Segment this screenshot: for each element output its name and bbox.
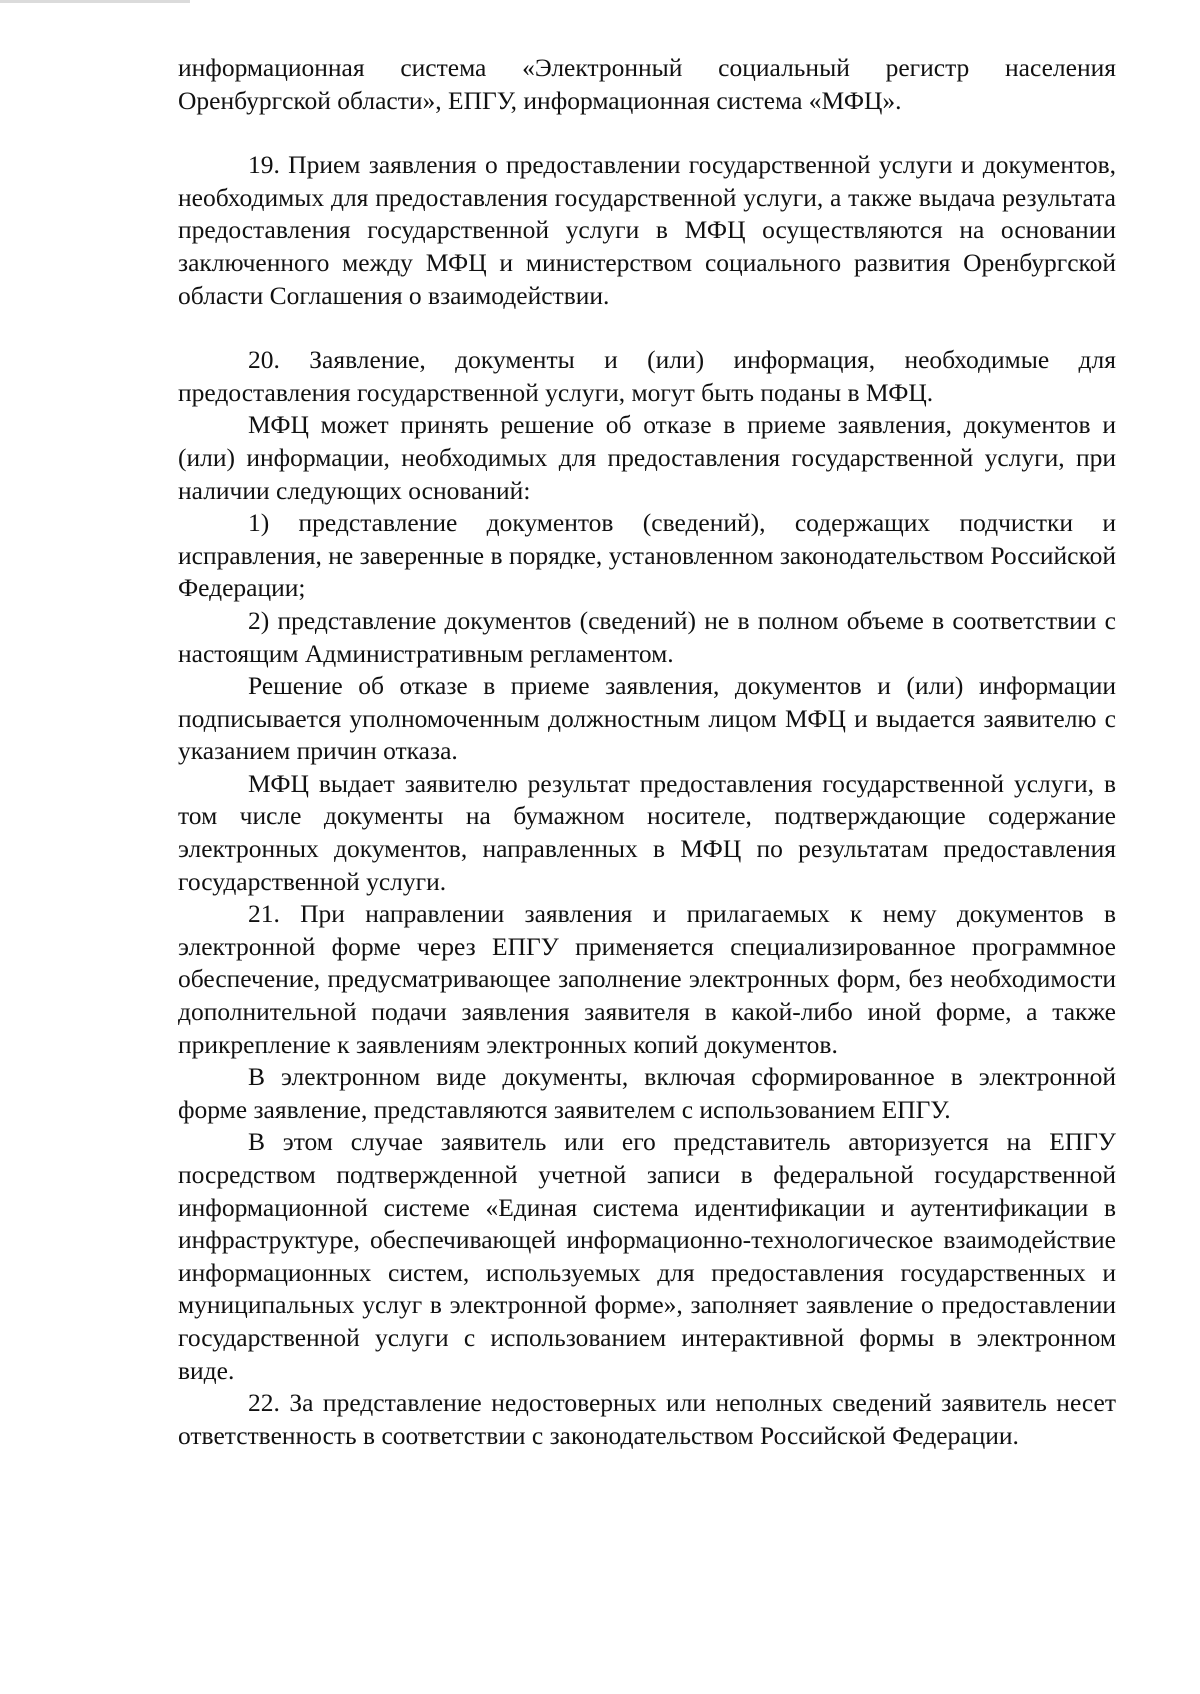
document-body	[178, 52, 1116, 1452]
paragraph: МФЦ выдает заявителю результат предоставления государственной услуги, в том числе документы на бумажном носителе, подтверждающие содержание электронных документов, направленных в МФЦ по результатам предоставления государственной услуги.	[178, 768, 1116, 896]
paragraph: В электронном виде документы, включая сформированное в электронной форме заявление, представляются заявителем с использованием ЕПГУ.	[178, 1062, 1116, 1124]
paragraph: 21. При направлении заявления и прилагаемых к нему документов в электронной форме через ЕПГУ применяется специализированное программное обеспечение, предусматривающее заполнение электронных форм, без необходимости дополнительной подачи заявления заявителя в какой-либо иной форме, а также прикрепление к заявлениям электронных копий документов.	[178, 899, 1116, 1059]
paragraph: 1) представление документов (сведений), содержащих подчистки и исправления, не заверенные в порядке, установленном законодательством Российской Федерации;	[178, 508, 1116, 603]
paragraph: информационная система «Электронный социальный регистр населения Оренбургской области», ЕПГУ, информационная система «МФЦ».	[178, 53, 1116, 115]
paragraph: 2) представление документов (сведений) не в полном объеме в соответствии с настоящим Административным регламентом.	[178, 605, 1116, 668]
paragraph: Решение об отказе в приеме заявления, документов и (или) информации подписывается уполномоченным должностным лицом МФЦ и выдается заявителю с указанием причин отказа.	[178, 671, 1116, 766]
paragraph: 20. Заявление, документы и (или) информация, необходимые для предоставления государственной услуги, могут быть поданы в МФЦ.	[178, 345, 1116, 407]
paragraph: 22. За представление недостоверных или неполных сведений заявитель несет ответственность в соответствии с законодательством Российской Федерации.	[178, 1388, 1116, 1450]
paragraph: 19. Прием заявления о предоставлении государственной услуги и документов, необходимых для предоставления государственной услуги, а также выдача результата предоставления государственной услуги в МФЦ осуществляются на основании заключенного между МФЦ и министерством социального развития Оренбургской области Соглашения о взаимодействии.	[178, 150, 1116, 310]
paragraph: В этом случае заявитель или его представитель авторизуется на ЕПГУ посредством подтвержденной учетной записи в федеральной государственной информационной системе «Единая система идентификации и аутентификации в инфраструктуре, обеспечивающей информационно-технологическое взаимодействие информационных систем, используемых для предоставления государственных и муниципальных услуг в электронной форме», заполняет заявление о предоставлении государственной услуги с использованием интерактивной формы в электронном виде.	[178, 1127, 1116, 1385]
paragraph: МФЦ может принять решение об отказе в приеме заявления, документов и (или) информации, необходимых для предоставления государственной услуги, при наличии следующих оснований:	[178, 410, 1116, 505]
scan-edge-mark	[0, 0, 190, 3]
